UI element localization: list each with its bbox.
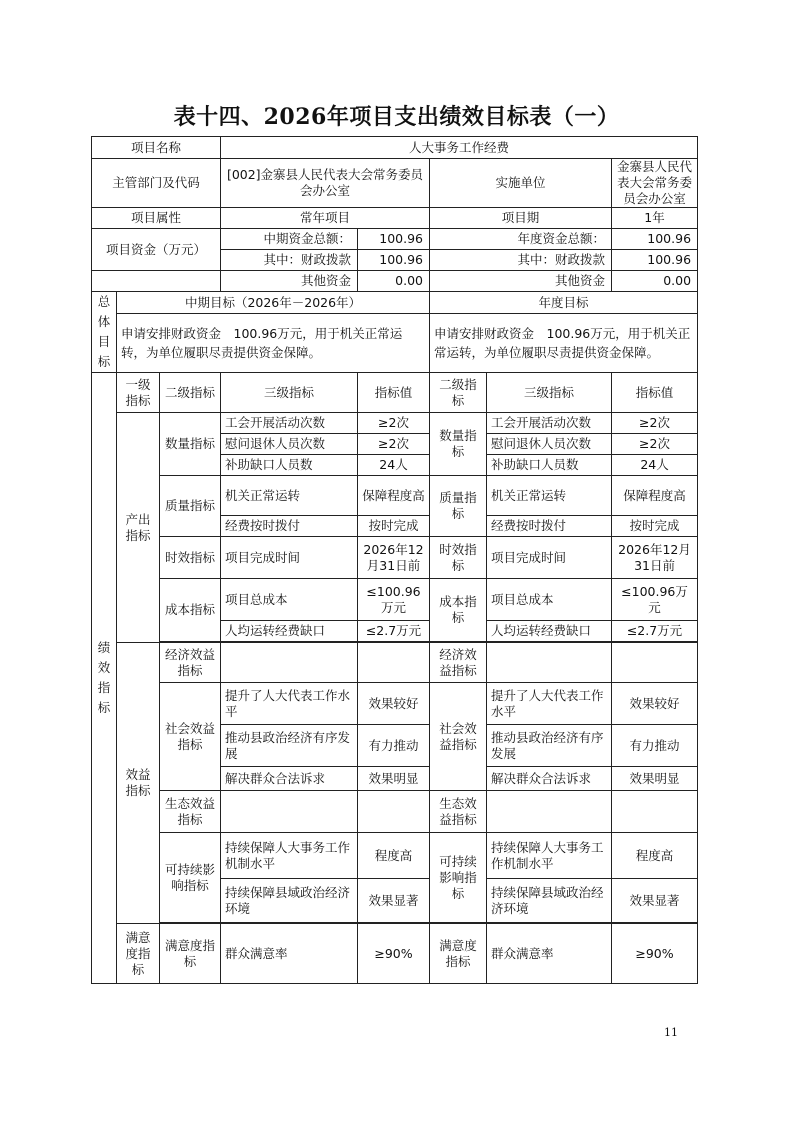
indicator-value: ≥90% xyxy=(612,924,698,984)
overall-goal-label: 总体目标 xyxy=(92,292,117,373)
indicator-value: 24人 xyxy=(612,455,698,476)
quality-indicator-year: 质量指标 xyxy=(430,476,487,537)
indicator-item: 经费按时拨付 xyxy=(221,516,358,537)
mid-goal-header: 中期目标（2026年－2026年） xyxy=(117,292,430,314)
indicator-item: 机关正常运转 xyxy=(221,476,358,516)
indicator-item: 持续保障县域政治经济环境 xyxy=(487,879,612,923)
mid-total-value: 100.96 xyxy=(358,229,430,250)
output-indicator: 产出指标 xyxy=(117,413,160,643)
project-attribute-value: 常年项目 xyxy=(221,208,430,229)
indicator-value: 2026年12月31日前 xyxy=(612,537,698,579)
indicator-value: 效果显著 xyxy=(358,879,430,923)
year-total-label: 年度资金总额： xyxy=(430,229,612,250)
implementing-unit-label: 实施单位 xyxy=(430,159,612,208)
social-indicator-year: 社会效益指标 xyxy=(430,683,487,791)
year-fiscal-label: 其中：财政拨款 xyxy=(430,250,612,271)
project-attribute-label: 项目属性 xyxy=(92,208,221,229)
time-indicator-year: 时效指标 xyxy=(430,537,487,579)
indicator-item: 工会开展活动次数 xyxy=(221,413,358,434)
indicator-item: 推动县政治经济有序发展 xyxy=(487,725,612,767)
indicator-item: 补助缺口人员数 xyxy=(487,455,612,476)
year-other-label: 其他资金 xyxy=(430,271,612,292)
indicator-value: ≥2次 xyxy=(612,434,698,455)
benefit-indicator: 效益指标 xyxy=(117,643,160,924)
quality-indicator: 质量指标 xyxy=(160,476,221,537)
indicator-item: 补助缺口人员数 xyxy=(221,455,358,476)
indicator-item: 群众满意率 xyxy=(487,924,612,984)
indicator-item: 项目总成本 xyxy=(221,579,358,621)
indicator-value: ≥2次 xyxy=(358,434,430,455)
ecological-indicator: 生态效益指标 xyxy=(160,791,221,833)
project-name: 人大事务工作经费 xyxy=(221,137,698,159)
mid-other-value: 0.00 xyxy=(358,271,430,292)
level3-header-year: 三级指标 xyxy=(487,373,612,413)
project-period-label: 项目期 xyxy=(430,208,612,229)
indicator-item: 机关正常运转 xyxy=(487,476,612,516)
indicator-item: 持续保障人大事务工作机制水平 xyxy=(221,833,358,879)
mid-goal-text: 申请安排财政资金 100.96万元，用于机关正常运转，为单位履职尽责提供资金保障。 xyxy=(117,314,430,373)
time-indicator: 时效指标 xyxy=(160,537,221,579)
indicator-value: 有力推动 xyxy=(358,725,430,767)
indicator-value: 保障程度高 xyxy=(612,476,698,516)
indicator-value: 程度高 xyxy=(612,833,698,879)
indicator-item: 人均运转经费缺口 xyxy=(221,621,358,642)
indicator-item: 工会开展活动次数 xyxy=(487,413,612,434)
indicator-item: 项目完成时间 xyxy=(221,537,358,579)
satisfaction-indicator: 满意度指标 xyxy=(117,924,160,984)
performance-label: 绩效指标 xyxy=(92,373,117,984)
mid-other-label: 其他资金 xyxy=(221,271,358,292)
satisfaction-level2-year: 满意度指标 xyxy=(430,924,487,984)
indicator-item: 群众满意率 xyxy=(221,924,358,984)
indicator-value: 24人 xyxy=(358,455,430,476)
indicator-value: ≥90% xyxy=(358,924,430,984)
implementing-unit-value: 金寨县人民代表大会常务委员会办公室 xyxy=(612,159,698,208)
project-period-value: 1年 xyxy=(612,208,698,229)
sustainable-indicator-year: 可持续影响指标 xyxy=(430,833,487,923)
level1-header: 一级指标 xyxy=(117,373,160,413)
indicator-item: 提升了人大代表工作水平 xyxy=(487,683,612,725)
page-number: 11 xyxy=(664,1026,678,1039)
indicator-value: 2026年12月31日前 xyxy=(358,537,430,579)
indicator-value: ≥2次 xyxy=(612,413,698,434)
level3-header: 三级指标 xyxy=(221,373,358,413)
indicator-value: 效果显著 xyxy=(612,879,698,923)
project-name-label: 项目名称 xyxy=(92,137,221,159)
indicator-item: 人均运转经费缺口 xyxy=(487,621,612,642)
department-value: [002]金寨县人民代表大会常务委员会办公室 xyxy=(221,159,430,208)
mid-fiscal-value: 100.96 xyxy=(358,250,430,271)
ecological-indicator-year: 生态效益指标 xyxy=(430,791,487,833)
mid-fiscal-label: 其中：财政拨款 xyxy=(221,250,358,271)
indicator-value: 按时完成 xyxy=(358,516,430,537)
indicator-value: 程度高 xyxy=(358,833,430,879)
indicator-value: 保障程度高 xyxy=(358,476,430,516)
social-indicator: 社会效益指标 xyxy=(160,683,221,791)
indicator-value: 效果较好 xyxy=(612,683,698,725)
year-goal-header: 年度目标 xyxy=(430,292,698,314)
indicator-value: 效果明显 xyxy=(612,767,698,791)
level2-header: 二级指标 xyxy=(160,373,221,413)
indicator-value: 效果明显 xyxy=(358,767,430,791)
indicator-item: 推动县政治经济有序发展 xyxy=(221,725,358,767)
indicator-value: 效果较好 xyxy=(358,683,430,725)
value-header-year: 指标值 xyxy=(612,373,698,413)
indicator-item: 持续保障人大事务工作机制水平 xyxy=(487,833,612,879)
indicator-value: ≤2.7万元 xyxy=(358,621,430,642)
indicator-item: 解决群众合法诉求 xyxy=(221,767,358,791)
indicator-item: 慰问退休人员次数 xyxy=(221,434,358,455)
page-title: 表十四、2026年项目支出绩效目标表（一） xyxy=(173,104,620,130)
indicator-value: ≤100.96万元 xyxy=(612,579,698,621)
indicator-item: 持续保障县域政治经济环境 xyxy=(221,879,358,923)
satisfaction-level2: 满意度指标 xyxy=(160,924,221,984)
funds-label: 项目资金（万元） xyxy=(92,229,221,271)
indicator-item: 解决群众合法诉求 xyxy=(487,767,612,791)
year-goal-text: 申请安排财政资金 100.96万元，用于机关正常运转，为单位履职尽责提供资金保障。 xyxy=(430,314,698,373)
year-total-value: 100.96 xyxy=(612,229,698,250)
indicator-value: 有力推动 xyxy=(612,725,698,767)
year-fiscal-value: 100.96 xyxy=(612,250,698,271)
indicator-item: 项目总成本 xyxy=(487,579,612,621)
indicator-item: 提升了人大代表工作水平 xyxy=(221,683,358,725)
quantity-indicator: 数量指标 xyxy=(160,413,221,476)
indicator-item: 慰问退休人员次数 xyxy=(487,434,612,455)
quantity-indicator-year: 数量指标 xyxy=(430,413,487,476)
indicator-item: 项目完成时间 xyxy=(487,537,612,579)
sustainable-indicator: 可持续影响指标 xyxy=(160,833,221,923)
department-label: 主管部门及代码 xyxy=(92,159,221,208)
economic-indicator: 经济效益指标 xyxy=(160,643,221,683)
performance-table xyxy=(91,136,698,984)
cost-indicator: 成本指标 xyxy=(160,579,221,642)
indicator-value: ≤100.96万元 xyxy=(358,579,430,621)
indicator-value: ≤2.7万元 xyxy=(612,621,698,642)
level2-header-year: 二级指标 xyxy=(430,373,487,413)
mid-total-label: 中期资金总额： xyxy=(221,229,358,250)
economic-indicator-year: 经济效益指标 xyxy=(430,643,487,683)
year-other-value: 0.00 xyxy=(612,271,698,292)
indicator-value: ≥2次 xyxy=(358,413,430,434)
value-header: 指标值 xyxy=(358,373,430,413)
cost-indicator-year: 成本指标 xyxy=(430,579,487,642)
indicator-value: 按时完成 xyxy=(612,516,698,537)
indicator-item: 经费按时拨付 xyxy=(487,516,612,537)
